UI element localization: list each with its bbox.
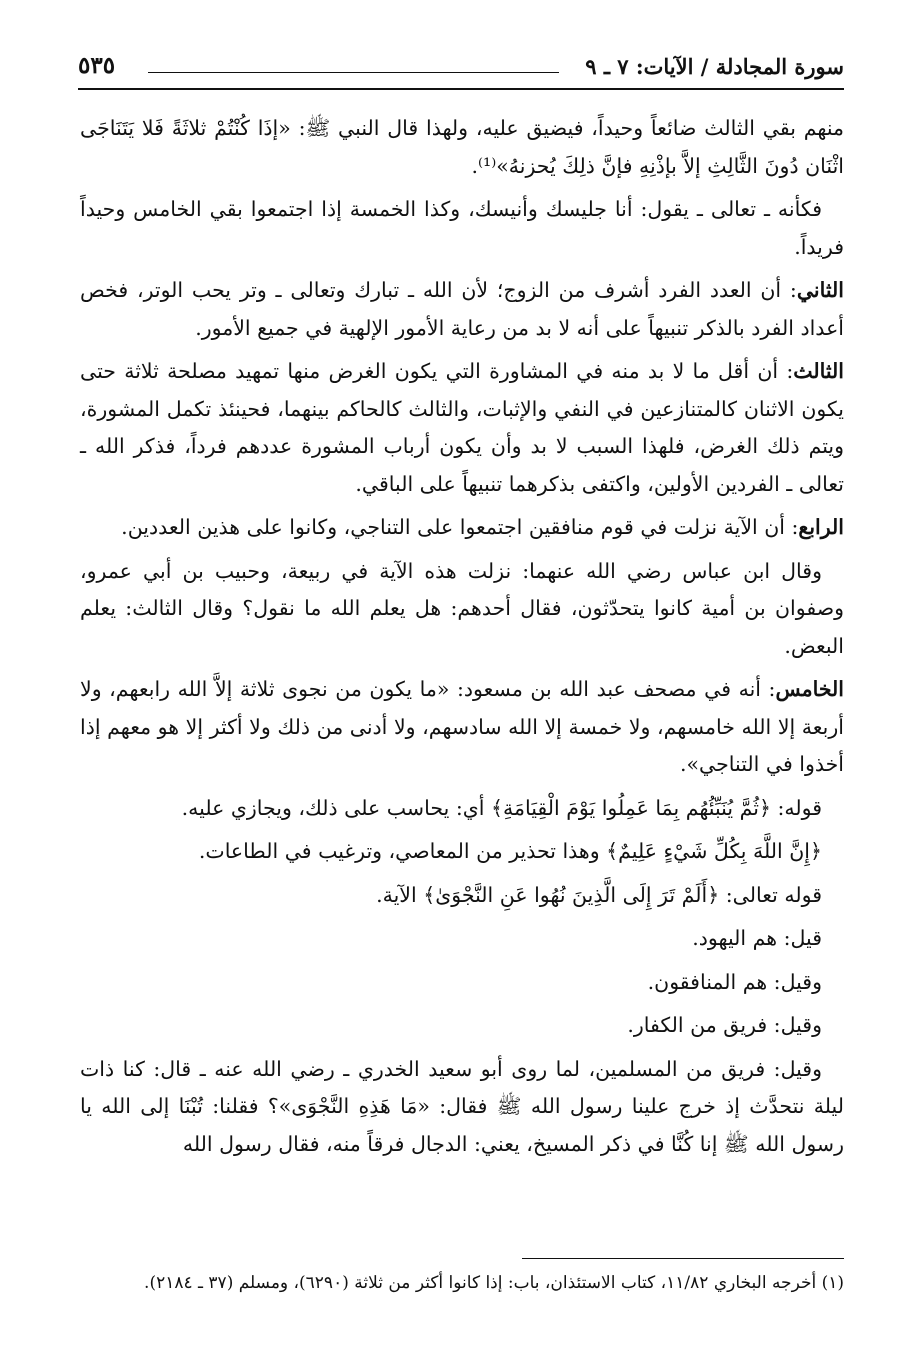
header-leader-line (148, 72, 559, 73)
paragraph: قوله: ﴿ثُمَّ يُنَبِّئُهُم بِمَا عَمِلُوا يَوْمَ الْقِيَامَةِ﴾ أي: يحاسب على ذلك، ويجازي عليه. (181, 795, 822, 820)
main-text (80, 110, 844, 1169)
paragraph: وقال ابن عباس رضي الله عنهما: نزلت هذه الآية في ربيعة، وحبيب بن أبي عمرو، وصفوان بن أمية كانوا يتحدّثون، فقال أحدهم: هل يعلم الله ما نقول؟ وقال الثالث: يعلم البعض. (80, 558, 844, 658)
point-heading: الخامس (775, 677, 844, 701)
paragraph: الثالث: أن أقل ما لا بد منه في المشاورة التي يكون الغرض منها تمهيد مصلحة ثلاثة حتى يكون الاثنان كالمتنازعين في النفي والإثبات، والثالث كالحاكم بينهما، فحينئذ تكمل المشورة، ويتم ذلك الغرض، فلهذا السبب لا بد وأن يكون أرباب المشورة عددهم فرداً، فذكر الله ـ تعالى ـ الفردين الأولين، واكتفى بذكرهما تنبيهاً على الباقي. (80, 359, 844, 496)
point-heading: الرابع (798, 515, 844, 539)
point-heading: الثاني (796, 278, 844, 302)
running-header (78, 50, 844, 84)
paragraph: وقيل: فريق من المسلمين، لما روى أبو سعيد الخدري ـ رضي الله عنه ـ قال: كنا ذات ليلة نتحدَّث إذ خرج علينا رسول الله ﷺ فقال: «مَا هَذِهِ النَّجْوَى»؟ فقلنا: تُبْنَا إلى الله يا رسول الله ﷺ إنا كُنَّا في ذكر المسيخ، يعني: الدجال فرقاً منه، فقال رسول الله (80, 1056, 844, 1156)
surah-title: سورة المجادلة / الآيات: ٧ ـ ٩ (585, 54, 844, 79)
footnote: (١) أخرجه البخاري ١١/٨٢، كتاب الاستئذان، باب: إذا كانوا أكثر من ثلاثة (٦٢٩٠)، ومسلم (٣٧ ـ ٢١٨٤). (144, 1273, 844, 1293)
paragraph: قيل: هم اليهود. (692, 926, 822, 950)
paragraph: فكأنه ـ تعالى ـ يقول: أنا جليسك وأنيسك، وكذا الخمسة إذا اجتمعوا بقي الخامس وحيداً فريداً. (80, 197, 844, 259)
paragraph: الخامس: أنه في مصحف عبد الله بن مسعود: «ما يكون من نجوى ثلاثة إلاَّ الله رابعهم، ولا أربعة إلا الله خامسهم، ولا خمسة إلا الله سادسهم، ولا أدنى من ذلك ولا أكثر إلا هو معهم إذا أخذوا في التناجي». (80, 677, 844, 776)
paragraph: قوله تعالى: ﴿أَلَمْ تَرَ إِلَى الَّذِينَ نُهُوا عَنِ النَّجْوَىٰ﴾ الآية. (376, 882, 822, 907)
paragraph: وقيل: هم المنافقون. (647, 969, 822, 994)
point-heading: الثالث (793, 359, 844, 383)
header-rule (78, 88, 844, 90)
footnote-separator (522, 1258, 844, 1259)
paragraph: الثاني: أن العدد الفرد أشرف من الزوج؛ لأن الله ـ تبارك وتعالى ـ وتر يحب الوتر، فخص أعداد الفرد بالذكر تنبيهاً على أنه لا بد من رعاية الأمور الإلهية في جميع الأمور. (80, 278, 844, 340)
paragraph: ﴿إِنَّ اللَّهَ بِكُلِّ شَيْءٍ عَلِيمٌ﴾ وهذا تحذير من المعاصي، وترغيب في الطاعات. (198, 839, 822, 863)
paragraph: الرابع: أن الآية نزلت في قوم منافقين اجتمعوا على التناجي، وكانوا على هذين العددين. (121, 515, 844, 539)
page-number: ٥٣٥ (78, 52, 116, 79)
paragraph: منهم بقي الثالث ضائعاً وحيداً، فيضيق عليه، ولهذا قال النبي ﷺ: «إذَا كُنْتُمْ ثلاثَةً فَلا يَتَنَاجَى اثْنَان دُونَ الثَّالِثِ إلاَّ بإذْنِهِ فإنَّ ذلِكَ يُحزنهُ»⁽¹⁾. (80, 116, 844, 178)
paragraph: وقيل: فريق من الكفار. (627, 1013, 822, 1037)
